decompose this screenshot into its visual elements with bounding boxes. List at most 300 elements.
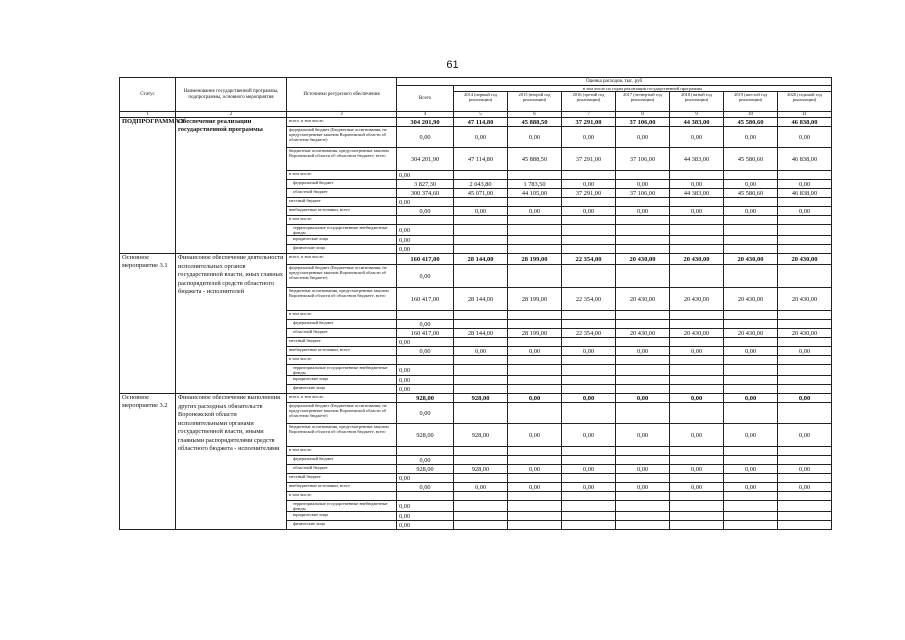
source-cell: внебюджетные источники, всего — [287, 207, 397, 216]
year-value-cell — [778, 376, 832, 385]
year-value-cell: 0,00 — [778, 424, 832, 447]
source-cell: территориальные государственные внебюджетные фонды — [287, 225, 397, 236]
source-cell: федеральный бюджет (Бюджетные ассигнования, не предусмотренные законом Воронежской области об областном бюджете) — [287, 265, 397, 288]
year-value-cell — [778, 512, 832, 521]
year-value-cell: 28 199,00 — [508, 329, 562, 338]
year-value-cell — [724, 403, 778, 424]
year-value-cell: 0,00 — [778, 207, 832, 216]
year-value-cell — [562, 376, 616, 385]
year-value-cell — [616, 512, 670, 521]
year-value-cell: 28 199,00 — [508, 288, 562, 311]
year-value-cell — [670, 376, 724, 385]
header-year: 2020 (седьмой год реализации) — [778, 92, 832, 112]
year-value-cell — [508, 512, 562, 521]
year-value-cell — [670, 236, 724, 245]
total-value-cell: 160 417,00 — [397, 329, 454, 338]
year-value-cell — [724, 474, 778, 483]
year-value-cell — [508, 171, 562, 180]
source-cell: местный бюджет — [287, 338, 397, 347]
year-value-cell — [562, 474, 616, 483]
year-value-cell — [562, 198, 616, 207]
year-value-cell — [562, 171, 616, 180]
year-value-cell: 0,00 — [670, 347, 724, 356]
year-value-cell: 0,00 — [670, 127, 724, 148]
year-value-cell — [670, 365, 724, 376]
column-index: 2 — [176, 112, 287, 118]
year-value-cell — [562, 236, 616, 245]
total-value-cell: 0,00 — [397, 198, 454, 207]
year-value-cell: 28 144,00 — [454, 329, 508, 338]
source-cell: федеральный бюджет (Бюджетные ассигнования, не предусмотренные законом Воронежской области об областном бюджете) — [287, 127, 397, 148]
total-value-cell: 928,00 — [397, 424, 454, 447]
source-cell: внебюджетные источники, всего — [287, 347, 397, 356]
column-index: 3 — [287, 112, 397, 118]
year-value-cell: 28 144,00 — [454, 288, 508, 311]
year-value-cell — [778, 265, 832, 288]
year-value-cell — [670, 216, 724, 225]
total-value-cell: 0,00 — [397, 338, 454, 347]
year-value-cell: 20 430,00 — [616, 288, 670, 311]
year-value-cell — [508, 365, 562, 376]
year-value-cell: 0,00 — [616, 394, 670, 403]
year-value-cell: 22 354,00 — [562, 254, 616, 265]
year-value-cell: 20 430,00 — [670, 288, 724, 311]
source-cell: местный бюджет — [287, 198, 397, 207]
source-cell: в том числе: — [287, 311, 397, 320]
total-value-cell: 0,00 — [397, 320, 454, 329]
column-index: 9 — [670, 112, 724, 118]
year-value-cell: 0,00 — [670, 483, 724, 492]
year-value-cell — [454, 320, 508, 329]
year-value-cell — [508, 385, 562, 394]
total-value-cell: 300 374,60 — [397, 189, 454, 198]
year-value-cell: 20 430,00 — [616, 254, 670, 265]
year-value-cell: 0,00 — [616, 347, 670, 356]
year-value-cell — [454, 198, 508, 207]
year-value-cell: 0,00 — [562, 424, 616, 447]
source-cell: бюджетные ассигнования, предусмотренные законом Воронежской области об областном бюджете, всего — [287, 148, 397, 171]
year-value-cell: 37 106,00 — [616, 148, 670, 171]
year-value-cell — [724, 320, 778, 329]
year-value-cell — [616, 356, 670, 365]
source-cell: в том числе: — [287, 447, 397, 456]
year-value-cell: 20 430,00 — [670, 254, 724, 265]
year-value-cell — [616, 365, 670, 376]
year-value-cell: 0,00 — [724, 347, 778, 356]
year-value-cell: 0,00 — [454, 207, 508, 216]
year-value-cell — [670, 338, 724, 347]
year-value-cell: 928,00 — [454, 424, 508, 447]
total-value-cell: 0,00 — [397, 207, 454, 216]
year-value-cell: 0,00 — [724, 394, 778, 403]
year-value-cell: 44 383,00 — [670, 148, 724, 171]
year-value-cell: 0,00 — [508, 394, 562, 403]
year-value-cell — [508, 403, 562, 424]
year-value-cell: 0,00 — [670, 424, 724, 447]
year-value-cell — [454, 474, 508, 483]
column-index: 8 — [616, 112, 670, 118]
column-index: 4 — [397, 112, 454, 118]
year-value-cell — [778, 356, 832, 365]
year-value-cell: 0,00 — [562, 127, 616, 148]
year-value-cell — [562, 501, 616, 512]
status-cell: ПОДПРОГРАММА 3 — [120, 118, 176, 254]
year-value-cell: 0,00 — [616, 483, 670, 492]
year-value-cell — [616, 320, 670, 329]
year-value-cell — [724, 376, 778, 385]
year-value-cell: 0,00 — [616, 207, 670, 216]
year-value-cell — [778, 447, 832, 456]
total-value-cell: 0,00 — [397, 171, 454, 180]
year-value-cell — [508, 225, 562, 236]
year-value-cell: 0,00 — [454, 483, 508, 492]
table-row — [120, 394, 832, 403]
year-value-cell — [508, 447, 562, 456]
total-value-cell: 0,00 — [397, 521, 454, 530]
year-value-cell — [724, 311, 778, 320]
source-cell: областной бюджет — [287, 465, 397, 474]
year-value-cell: 0,00 — [508, 424, 562, 447]
year-value-cell — [670, 225, 724, 236]
year-value-cell — [670, 198, 724, 207]
year-value-cell — [778, 385, 832, 394]
year-value-cell: 20 430,00 — [616, 329, 670, 338]
total-value-cell: 0,00 — [397, 127, 454, 148]
year-value-cell — [562, 225, 616, 236]
year-value-cell — [778, 474, 832, 483]
year-value-cell: 44 383,00 — [670, 189, 724, 198]
year-value-cell — [616, 447, 670, 456]
column-index: 7 — [562, 112, 616, 118]
year-value-cell — [724, 365, 778, 376]
year-value-cell — [508, 311, 562, 320]
year-value-cell: 45 580,60 — [724, 189, 778, 198]
year-value-cell — [454, 456, 508, 465]
year-value-cell: 0,00 — [616, 424, 670, 447]
year-value-cell: 0,00 — [508, 483, 562, 492]
year-value-cell — [778, 171, 832, 180]
year-value-cell — [616, 198, 670, 207]
year-value-cell — [616, 521, 670, 530]
year-value-cell: 44 383,00 — [670, 118, 724, 127]
header-year: 2018 (пятый год реализации) — [670, 92, 724, 112]
year-value-cell: 0,00 — [778, 180, 832, 189]
year-value-cell: 0,00 — [724, 127, 778, 148]
year-value-cell — [454, 171, 508, 180]
year-value-cell — [724, 198, 778, 207]
year-value-cell — [670, 356, 724, 365]
year-value-cell: 37 291,00 — [562, 189, 616, 198]
source-cell: юридические лица — [287, 236, 397, 245]
year-value-cell: 28 144,00 — [454, 254, 508, 265]
year-value-cell: 20 430,00 — [670, 329, 724, 338]
year-value-cell — [778, 492, 832, 501]
year-value-cell: 44 105,00 — [508, 189, 562, 198]
source-cell: федеральный бюджет — [287, 320, 397, 329]
source-cell: федеральный бюджет — [287, 456, 397, 465]
year-value-cell: 0,00 — [724, 483, 778, 492]
year-value-cell — [778, 320, 832, 329]
year-value-cell: 37 291,00 — [562, 148, 616, 171]
year-value-cell — [724, 512, 778, 521]
header-year: 2017 (четвертый год реализации) — [616, 92, 670, 112]
year-value-cell — [508, 265, 562, 288]
year-value-cell — [616, 385, 670, 394]
year-value-cell — [562, 356, 616, 365]
year-value-cell — [778, 225, 832, 236]
year-value-cell: 0,00 — [724, 207, 778, 216]
year-value-cell — [562, 338, 616, 347]
total-value-cell: 160 417,00 — [397, 254, 454, 265]
year-value-cell — [454, 447, 508, 456]
year-value-cell — [724, 501, 778, 512]
header-year: 2015 (второй год реализации) — [508, 92, 562, 112]
header-including: в том числе по годам реализации государственной программы — [454, 86, 832, 92]
source-cell: бюджетные ассигнования, предусмотренные законом Воронежской области об областном бюджете, всего — [287, 424, 397, 447]
year-value-cell — [562, 512, 616, 521]
year-value-cell: 0,00 — [670, 394, 724, 403]
total-value-cell: 0,00 — [397, 365, 454, 376]
total-value-cell: 0,00 — [397, 403, 454, 424]
year-value-cell — [670, 512, 724, 521]
year-value-cell — [778, 245, 832, 254]
total-value-cell: 0,00 — [397, 245, 454, 254]
total-value-cell: 3 827,30 — [397, 180, 454, 189]
header-year: 2014 (первый год реализации) — [454, 92, 508, 112]
total-value-cell: 0,00 — [397, 347, 454, 356]
year-value-cell — [508, 216, 562, 225]
source-cell: физические лица — [287, 521, 397, 530]
column-index: 5 — [454, 112, 508, 118]
year-value-cell — [724, 385, 778, 394]
year-value-cell — [454, 512, 508, 521]
year-value-cell: 45 888,50 — [508, 148, 562, 171]
total-value-cell: 0,00 — [397, 265, 454, 288]
total-value-cell: 0,00 — [397, 225, 454, 236]
year-value-cell: 928,00 — [454, 465, 508, 474]
header-year: 2016 (третий год реализации) — [562, 92, 616, 112]
source-cell: областной бюджет — [287, 189, 397, 198]
year-value-cell: 45 071,00 — [454, 189, 508, 198]
source-cell: бюджетные ассигнования, предусмотренные законом Воронежской области об областном бюджете, всего — [287, 288, 397, 311]
year-value-cell — [454, 492, 508, 501]
total-value-cell: 0,00 — [397, 385, 454, 394]
year-value-cell — [724, 447, 778, 456]
year-value-cell — [616, 474, 670, 483]
year-value-cell: 46 838,00 — [778, 148, 832, 171]
year-value-cell — [616, 171, 670, 180]
year-value-cell — [454, 356, 508, 365]
year-value-cell — [778, 521, 832, 530]
year-value-cell — [562, 447, 616, 456]
year-value-cell — [724, 245, 778, 254]
year-value-cell — [562, 365, 616, 376]
year-value-cell — [454, 521, 508, 530]
year-value-cell — [778, 198, 832, 207]
year-value-cell: 37 106,00 — [616, 118, 670, 127]
year-value-cell: 0,00 — [724, 180, 778, 189]
year-value-cell — [562, 320, 616, 329]
year-value-cell — [454, 245, 508, 254]
year-value-cell — [616, 311, 670, 320]
total-value-cell: 0,00 — [397, 512, 454, 521]
year-value-cell: 0,00 — [778, 394, 832, 403]
page-number: 61 — [446, 59, 459, 71]
year-value-cell — [670, 474, 724, 483]
header-total: Всего — [397, 86, 454, 112]
year-value-cell: 20 430,00 — [778, 254, 832, 265]
year-value-cell — [562, 403, 616, 424]
year-value-cell: 45 580,60 — [724, 148, 778, 171]
year-value-cell — [670, 447, 724, 456]
total-value-cell: 0,00 — [397, 483, 454, 492]
year-value-cell: 2 043,80 — [454, 180, 508, 189]
year-value-cell — [562, 245, 616, 254]
year-value-cell — [508, 245, 562, 254]
status-cell: Основное мероприятие 3.1 — [120, 254, 176, 394]
year-value-cell: 0,00 — [454, 347, 508, 356]
year-value-cell — [670, 265, 724, 288]
year-value-cell: 0,00 — [562, 180, 616, 189]
total-value-cell: 0,00 — [397, 474, 454, 483]
year-value-cell: 0,00 — [616, 127, 670, 148]
year-value-cell — [778, 403, 832, 424]
year-value-cell — [670, 456, 724, 465]
source-cell: всего, в том числе: — [287, 394, 397, 403]
year-value-cell: 0,00 — [724, 465, 778, 474]
source-cell: внебюджетные источники, всего — [287, 483, 397, 492]
year-value-cell — [562, 265, 616, 288]
year-value-cell — [508, 456, 562, 465]
year-value-cell — [778, 236, 832, 245]
total-value-cell: 0,00 — [397, 501, 454, 512]
total-value-cell: 304 201,90 — [397, 148, 454, 171]
year-value-cell — [670, 501, 724, 512]
year-value-cell — [724, 521, 778, 530]
year-value-cell — [778, 456, 832, 465]
year-value-cell: 46 838,00 — [778, 189, 832, 198]
total-value-cell: 928,00 — [397, 394, 454, 403]
year-value-cell — [670, 385, 724, 394]
year-value-cell — [454, 403, 508, 424]
year-value-cell — [724, 216, 778, 225]
year-value-cell — [616, 236, 670, 245]
year-value-cell — [508, 501, 562, 512]
header-year: 2019 (шестой год реализации) — [724, 92, 778, 112]
year-value-cell: 0,00 — [778, 465, 832, 474]
year-value-cell — [562, 492, 616, 501]
year-value-cell — [508, 320, 562, 329]
status-cell: Основное мероприятие 3.2 — [120, 394, 176, 530]
year-value-cell — [508, 236, 562, 245]
year-value-cell — [454, 236, 508, 245]
source-cell: всего, в том числе: — [287, 118, 397, 127]
year-value-cell — [670, 171, 724, 180]
year-value-cell — [616, 376, 670, 385]
year-value-cell — [454, 365, 508, 376]
year-value-cell: 0,00 — [616, 180, 670, 189]
year-value-cell — [454, 265, 508, 288]
year-value-cell: 0,00 — [508, 465, 562, 474]
year-value-cell: 45 580,60 — [724, 118, 778, 127]
year-value-cell — [508, 356, 562, 365]
year-value-cell — [454, 225, 508, 236]
year-value-cell — [454, 501, 508, 512]
year-value-cell — [616, 456, 670, 465]
total-value-cell: 160 417,00 — [397, 288, 454, 311]
source-cell: территориальные государственные внебюджетные фонды — [287, 501, 397, 512]
year-value-cell — [670, 320, 724, 329]
year-value-cell: 0,00 — [562, 207, 616, 216]
year-value-cell — [724, 265, 778, 288]
total-value-cell — [397, 447, 454, 456]
total-value-cell — [397, 216, 454, 225]
year-value-cell: 20 430,00 — [778, 288, 832, 311]
year-value-cell — [670, 403, 724, 424]
year-value-cell: 20 430,00 — [724, 329, 778, 338]
source-cell: в том числе: — [287, 492, 397, 501]
column-index: 1 — [120, 112, 176, 118]
year-value-cell: 0,00 — [562, 347, 616, 356]
year-value-cell: 37 106,00 — [616, 189, 670, 198]
source-cell: территориальные государственные внебюджетные фонды — [287, 365, 397, 376]
source-cell: в том числе: — [287, 356, 397, 365]
header-source: Источники ресурсного обеспечения — [287, 78, 397, 112]
year-value-cell: 0,00 — [616, 465, 670, 474]
year-value-cell: 47 114,80 — [454, 118, 508, 127]
year-value-cell — [724, 225, 778, 236]
year-value-cell — [454, 311, 508, 320]
year-value-cell: 28 199,00 — [508, 254, 562, 265]
year-value-cell — [508, 198, 562, 207]
year-value-cell — [454, 376, 508, 385]
total-value-cell: 0,00 — [397, 236, 454, 245]
year-value-cell: 0,00 — [724, 424, 778, 447]
year-value-cell: 928,00 — [454, 394, 508, 403]
source-cell: федеральный бюджет (Бюджетные ассигнования, не предусмотренные законом Воронежской области об областном бюджете) — [287, 403, 397, 424]
source-cell: местный бюджет — [287, 474, 397, 483]
year-value-cell — [778, 338, 832, 347]
header-name: Наименование государственной программы, подпрограммы, основного мероприятия — [176, 78, 287, 112]
header-estimate: Оценка расходов, тыс. руб — [397, 78, 832, 86]
column-index: 6 — [508, 112, 562, 118]
year-value-cell — [508, 474, 562, 483]
year-value-cell: 0,00 — [778, 483, 832, 492]
year-value-cell: 0,00 — [508, 207, 562, 216]
source-cell: в том числе: — [287, 171, 397, 180]
total-value-cell: 0,00 — [397, 456, 454, 465]
year-value-cell — [562, 521, 616, 530]
year-value-cell: 0,00 — [508, 127, 562, 148]
year-value-cell — [616, 225, 670, 236]
year-value-cell: 47 114,80 — [454, 148, 508, 171]
year-value-cell: 0,00 — [670, 207, 724, 216]
total-value-cell — [397, 492, 454, 501]
year-value-cell: 0,00 — [454, 127, 508, 148]
year-value-cell — [778, 311, 832, 320]
year-value-cell — [724, 338, 778, 347]
year-value-cell — [616, 492, 670, 501]
year-value-cell — [508, 521, 562, 530]
year-value-cell: 37 291,00 — [562, 118, 616, 127]
source-cell: физические лица — [287, 385, 397, 394]
year-value-cell: 1 783,50 — [508, 180, 562, 189]
year-value-cell — [562, 385, 616, 394]
year-value-cell: 22 354,00 — [562, 329, 616, 338]
year-value-cell — [616, 265, 670, 288]
year-value-cell — [454, 385, 508, 394]
program-name-cell: Обеспечение реализации государственной программы — [176, 118, 287, 254]
